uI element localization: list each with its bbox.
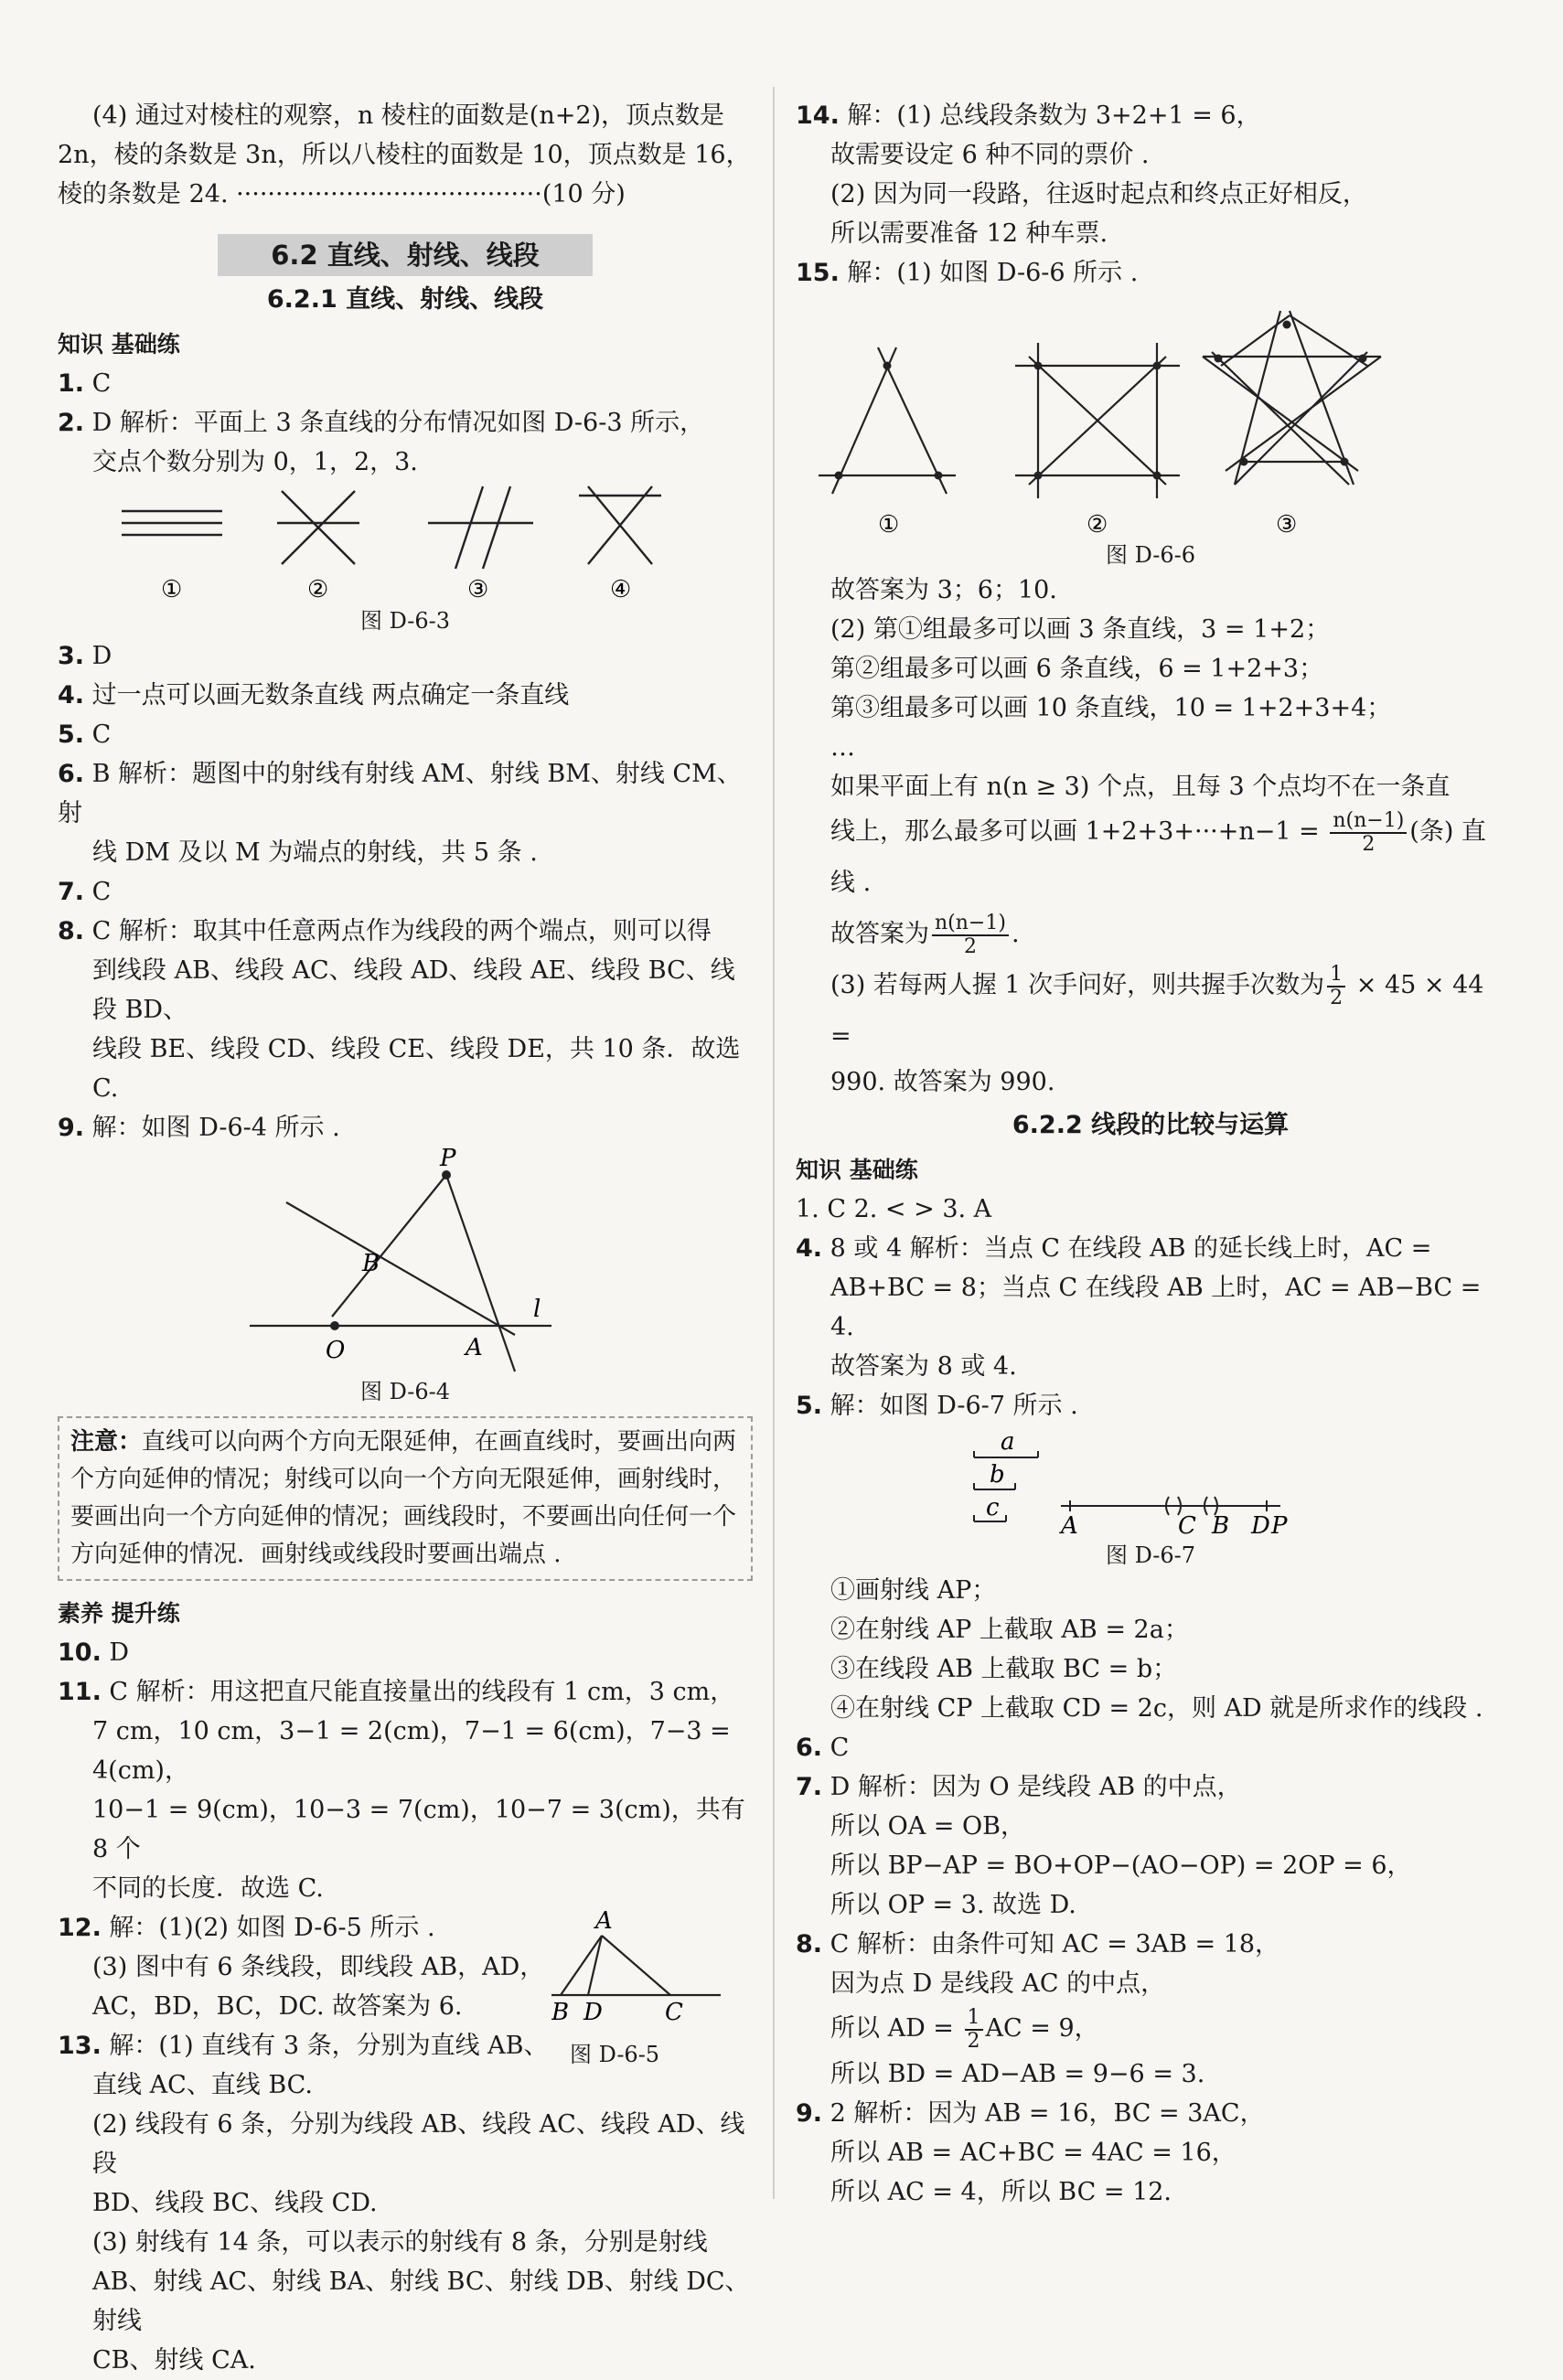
fig6-label-1: ① <box>878 511 900 539</box>
q13-line-5: (3) 射线有 14 条，可以表示的射线有 8 条，分别是射线 <box>92 2228 708 2257</box>
section-title: 6.2 直线、射线、线段 <box>218 234 593 276</box>
fig3-label-4: ④ <box>610 576 632 603</box>
r-q15-answer: 故答案为 $\frac{n(n-1)}{2}$ . <box>830 911 1020 958</box>
q3: 3. D <box>58 642 112 670</box>
r-q15: 15. 解：(1) 如图 D-6-6 所示 . <box>796 259 1139 287</box>
fig4-label-l: l <box>533 1296 541 1323</box>
r-q7-line-2: 所以 OA = OB， <box>830 1812 1025 1841</box>
r-q15-l3: 第②组最多可以画 6 条直线，6 = 1+2+3； <box>830 655 1324 683</box>
fig7-label-c: c <box>986 1494 1000 1521</box>
q10: 10. D <box>58 1638 130 1667</box>
q5: 5. C <box>58 720 112 749</box>
fig5-label-a: A <box>595 1908 613 1935</box>
fig7-label-a: a <box>1001 1428 1015 1456</box>
r-q15-l2: (2) 第①组最多可以画 3 条直线，3 = 1+2； <box>830 615 1331 644</box>
figure-d-6-6 <box>796 293 1505 539</box>
fig4-label-p: P <box>440 1147 456 1172</box>
r-q14: 14. 解：(1) 总线段条数为 3+2+1 = 6， <box>796 101 1261 130</box>
part-basic: 知识 基础练 <box>58 331 180 358</box>
q2-line-2: 交点个数分别为 0，1，2，3. <box>92 448 418 476</box>
figure-d-6-7-svg <box>796 1425 1505 1540</box>
figure-d-6-6-svg <box>796 293 1505 539</box>
fig4-label-a: A <box>466 1334 483 1361</box>
q9: 9. 解：如图 D-6-4 所示 . <box>58 1114 340 1142</box>
r-q4-line-3: 故答案为 8 或 4. <box>830 1352 1017 1381</box>
fig7-label-D: D <box>1251 1512 1270 1540</box>
q2: 2. D 解析：平面上 3 条直线的分布情况如图 D-6-3 所示， <box>58 409 705 437</box>
q11-line-2: 7 cm，10 cm，3−1 = 2(cm)，7−1 = 6(cm)，7−3 = 4(cm)， <box>92 1717 731 1785</box>
intro-line-3: 棱的条数是 24. ·······································(10 分) <box>58 180 626 208</box>
q6: 6. B 解析：题图中的射线有射线 AM、射线 BM、射线 CM、射 <box>58 760 742 827</box>
q4: 4. 过一点可以画无数条直线 两点确定一条直线 <box>58 681 570 710</box>
r-q15-l5: … <box>830 733 855 762</box>
q12-line-3: AC，BD，BC，DC. 故答案为 6. <box>92 1992 463 2021</box>
q13-line-2: 直线 AC、直线 BC. <box>92 2071 313 2099</box>
note-box <box>58 1416 753 1581</box>
q13-line-6: AB、射线 AC、射线 BA、射线 BC、射线 DB、射线 DC、射线 <box>92 2268 750 2335</box>
fig7-label-C: C <box>1178 1512 1196 1540</box>
q13-line-7: CB、射线 CA. <box>92 2346 256 2375</box>
r-q15-l6: 如果平面上有 n(n ≥ 3) 个点，且每 3 个点均不在一条直 <box>830 773 1451 801</box>
r-q15-l1: 故答案为 3；6；10. <box>830 576 1057 604</box>
fig4-label-b: B <box>362 1250 380 1277</box>
fig5-label-b: B <box>551 1999 570 2026</box>
r-q9-line-2: 所以 AB = AC+BC = 4AC = 16， <box>830 2139 1236 2167</box>
part-advanced: 素养 提升练 <box>58 1600 180 1627</box>
r-q15-frac-line: 线上，那么最多可以画 1+2+3+···+n−1 = $\frac{n(n-1)}{2}$ (条) 直线 . <box>830 808 1486 897</box>
figure-d-6-5 <box>551 1908 753 2067</box>
r-q14-line-3: (2) 因为同一段路，往返时起点和终点正好相反， <box>830 180 1367 208</box>
r-q8-line-2: 因为点 D 是线段 AC 的中点， <box>830 1969 1166 1998</box>
fig6-label-2: ② <box>1087 511 1108 539</box>
caption-d-6-5: 图 D-6-5 <box>570 2042 660 2067</box>
q13: 13. 解：(1) 直线有 3 条，分别为直线 AB、 <box>58 2032 549 2060</box>
r-q14-line-4: 所以需要准备 12 种车票. <box>830 219 1108 248</box>
r-q14-line-2: 故需要设定 6 种不同的票价 . <box>830 141 1150 169</box>
q11-line-4: 不同的长度．故选 C. <box>92 1874 324 1903</box>
figure-d-6-5-svg <box>551 1908 753 2027</box>
q12-q13-block <box>58 1908 753 2105</box>
figure-d-6-7 <box>796 1425 1505 1540</box>
r-q7-line-3: 所以 BP−AP = BO+OP−(AO−OP) = 2OP = 6， <box>830 1852 1412 1880</box>
figure-d-6-4-svg <box>58 1147 753 1376</box>
r-q8-line-4: 所以 BD = AD−AB = 9−6 = 3. <box>830 2060 1205 2088</box>
q8-line-2: 到线段 AB、线段 AC、线段 AD、线段 AE、线段 BC、线段 BD、 <box>92 956 735 1024</box>
fig6-label-3: ③ <box>1276 511 1298 539</box>
q8: 8. C 解析：取其中任意两点作为线段的两个端点，则可以得 <box>58 917 712 945</box>
r-q5-step-4: ④在射线 CP 上截取 CD = 2c，则 AD 就是所求作的线段 . <box>830 1694 1483 1723</box>
r-q7-line-4: 所以 OP = 3. 故选 D. <box>830 1891 1076 1919</box>
q6-line-2: 线 DM 及以 M 为端点的射线，共 5 条 . <box>92 838 538 867</box>
q13-line-3: (2) 线段有 6 条，分别为线段 AB、线段 AC、线段 AD、线段 <box>92 2110 745 2178</box>
subsection-title: 6.2.1 直线、射线、线段 <box>266 285 544 314</box>
right-column <box>796 96 1505 2212</box>
figure-d-6-3 <box>58 482 753 605</box>
r-q8-line-3: 所以 AD = $\frac{1}{2}$ AC = 9， <box>830 2005 1099 2053</box>
r-q5: 5. 解：如图 D-6-7 所示 . <box>796 1392 1078 1420</box>
fig4-label-o: O <box>326 1337 346 1364</box>
r-q9-line-3: 所以 AC = 4，所以 BC = 12. <box>830 2178 1172 2206</box>
fig3-label-3: ③ <box>467 576 489 603</box>
note-head: 注意： <box>70 1428 143 1456</box>
fig7-label-b: b <box>990 1461 1005 1489</box>
r-q15-l4: 第③组最多可以画 10 条直线，10 = 1+2+3+4； <box>830 694 1392 722</box>
note-body: 直线可以向两个方向无限延伸，在画直线时，要画出向两个方向延伸的情况；射线可以向一个方向无限延伸，画射线时，要画出向一个方向延伸的情况；画线段时，不要画出向任何一个方向延伸的情况．画射线或线段时要画出端点 . <box>70 1428 737 1568</box>
fig5-label-c: C <box>665 1999 683 2026</box>
caption-d-6-6: 图 D-6-6 <box>1105 542 1196 568</box>
r-q4: 4. 8 或 4 解析：当点 C 在线段 AB 的延长线上时，AC = <box>796 1234 1432 1263</box>
figure-d-6-3-svg <box>58 482 753 605</box>
r-part-basic: 知识 基础练 <box>796 1157 918 1183</box>
r-q8: 8. C 解析：由条件可知 AC = 3AB = 18， <box>796 1930 1280 1958</box>
r-q15-part3: (3) 若每两人握 1 次手问好，则共握手次数为 $\frac{1}{2}$ × 45 × 44 = <box>830 962 1484 1051</box>
r-q1-3: 1. C 2. < > 3. A <box>796 1195 992 1223</box>
fig5-label-d: D <box>583 1999 603 2026</box>
r-q6: 6. C <box>796 1734 850 1762</box>
r-q5-step-1: ①画射线 AP； <box>830 1576 997 1605</box>
r-q7: 7. D 解析：因为 O 是线段 AB 的中点， <box>796 1773 1242 1801</box>
q11: 11. C 解析：用这把直尺能直接量出的线段有 1 cm，3 cm， <box>58 1678 735 1706</box>
fig3-label-1: ① <box>161 576 183 603</box>
q1: 1. C <box>58 369 112 398</box>
q13-line-4: BD、线段 BC、线段 CD. <box>92 2189 378 2217</box>
caption-d-6-7: 图 D-6-7 <box>1105 1542 1196 1568</box>
r-q5-step-2: ②在射线 AP 上截取 AB = 2a； <box>830 1616 1189 1644</box>
figure-d-6-4 <box>58 1147 753 1376</box>
r-q4-line-2: AB+BC = 8；当点 C 在线段 AB 上时，AC = AB−BC = 4. <box>830 1274 1482 1341</box>
fig7-label-B: B <box>1212 1512 1230 1540</box>
r-q5-step-3: ③在线段 AB 上截取 BC = b； <box>830 1655 1178 1683</box>
r-q9: 9. 2 解析：因为 AB = 16，BC = 3AC， <box>796 2099 1265 2128</box>
caption-d-6-3: 图 D-6-3 <box>359 608 451 634</box>
intro-line-2: 2n，棱的条数是 3n，所以八棱柱的面数是 10，顶点数是 16， <box>58 141 751 169</box>
r-q15-part3-line2: 990. 故答案为 990. <box>830 1068 1055 1096</box>
fig7-label-A: A <box>1061 1512 1078 1540</box>
q12: 12. 解：(1)(2) 如图 D-6-5 所示 . <box>58 1914 435 1942</box>
q12-line-2: (3) 图中有 6 条线段，即线段 AB，AD， <box>92 1953 545 1981</box>
fig7-label-P: P <box>1271 1512 1288 1540</box>
q8-line-3: 线段 BE、线段 CD、线段 CE、线段 DE，共 10 条．故选 C. <box>92 1035 741 1103</box>
fig3-label-2: ② <box>307 576 329 603</box>
r-subsection-title: 6.2.2 线段的比较与运算 <box>1012 1111 1290 1139</box>
caption-d-6-4: 图 D-6-4 <box>359 1379 451 1404</box>
column-divider <box>773 87 775 2199</box>
q7: 7. C <box>58 878 112 906</box>
q11-line-3: 10−1 = 9(cm)，10−3 = 7(cm)，10−7 = 3(cm)，共有 8 个 <box>92 1796 745 1863</box>
left-column <box>58 96 753 2380</box>
intro-line-1: (4) 通过对棱柱的观察，n 棱柱的面数是(n+2)，顶点数是 <box>92 101 725 130</box>
